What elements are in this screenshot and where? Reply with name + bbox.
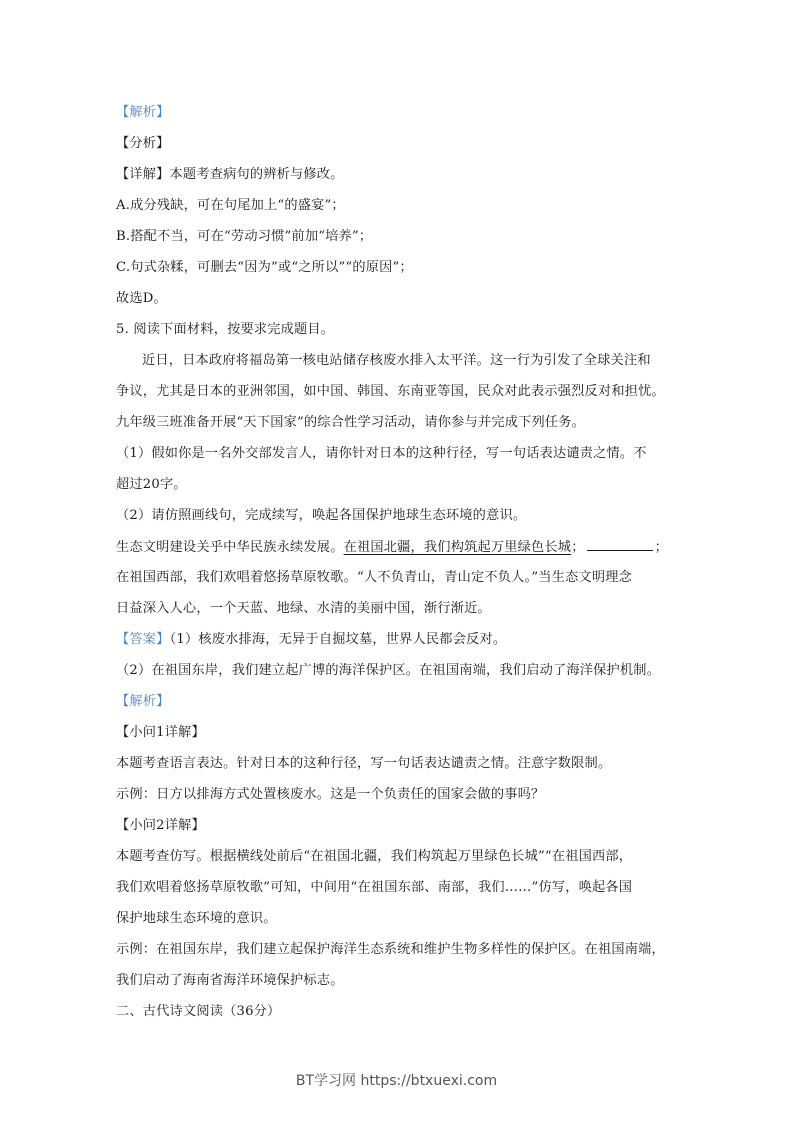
subquestion-2-label: 【小问2详解】	[116, 818, 205, 833]
section-label-analysis-2: 【解析】	[116, 694, 170, 709]
semicolon: ；	[654, 540, 668, 555]
answer-line-1	[116, 631, 506, 649]
section-heading-ancient-poetry: 二、古代诗文阅读（36分）	[116, 1004, 281, 1019]
subquestion-2-example-line-1: 示例：在祖国东岸，我们建立起保护海洋生态系统和维护生物多样性的保护区。在祖国南端，	[116, 942, 665, 957]
answer-line-2: （2）在祖国东岸，我们建立起广博的海洋保护区。在祖国南端，我们启动了海洋保护机制。	[116, 663, 661, 678]
subquestion-1-label: 【小问1详解】	[116, 725, 205, 740]
task-1-line-1: （1）假如你是一名外交部发言人，请你针对日本的这种行径，写一句话表达谴责之情。不	[116, 446, 647, 461]
material-paragraph-line-2: 争议，尤其是日本的亚洲邻国，如中国、韩国、东南亚等国，民众对此表示强烈反对和担忧。	[116, 384, 665, 399]
subquestion-2-detail-line-2: 我们欢唱着悠扬草原牧歌”可知，中间用“在祖国东部、南部，我们……”仿写，唤起各国	[116, 880, 633, 895]
passage-lead: 生态文明建设关乎中华民族永续发展。	[116, 540, 344, 555]
section-label-analysis: 【解析】	[116, 105, 170, 120]
subquestion-2-detail-line-1: 本题考查仿写。根据横线处前后“在祖国北疆，我们构筑起万里绿色长城”“在祖国西部，	[116, 849, 633, 864]
section-label-answer: 【答案】	[116, 632, 170, 647]
section-label-fenxi: 【分析】	[116, 136, 170, 151]
underlined-sentence: 在祖国北疆，我们构筑起万里绿色长城	[343, 540, 572, 555]
detail-intro: 【详解】本题考查病句的辨析与修改。	[116, 167, 344, 182]
task-2-passage-line-3: 日益深入人心，一个天蓝、地绿、水清的美丽中国，渐行渐近。	[116, 601, 491, 616]
task-1-line-2: 超过20字。	[116, 477, 187, 492]
semicolon: ；	[571, 540, 585, 555]
answer-1-text: （1）核废水排海，无异于自掘坟墓，世界人民都会反对。	[169, 632, 507, 647]
task-2-passage-line-2: 在祖国西部，我们欢唱着悠扬草原牧歌。“人不负青山，青山定不负人。”当生态文明理念	[116, 570, 633, 585]
option-a: A.成分残缺，可在句尾加上“的盛宴”；	[116, 198, 345, 213]
subquestion-1-detail: 本题考查语言表达。针对日本的这种行径，写一句话表达谴责之情。注意字数限制。	[116, 756, 612, 771]
material-paragraph-line-1: 近日，日本政府将福岛第一核电站储存核废水排入太平洋。这一行为引发了全球关注和	[142, 353, 651, 368]
subquestion-1-example: 示例：日方以排海方式处置核废水。这是一个负责任的国家会做的事吗？	[116, 787, 545, 802]
question-5-title: 5. 阅读下面材料，按要求完成题目。	[116, 322, 335, 337]
subquestion-2-detail-line-3: 保护地球生态环境的意识。	[116, 911, 277, 926]
task-2-prompt: （2）请仿照画线句，完成续写，唤起各国保护地球生态环境的意识。	[116, 508, 527, 523]
answer-choice: 故选D。	[116, 291, 167, 306]
material-paragraph-line-3: 九年级三班准备开展“天下国家”的综合性学习活动，请你参与并完成下列任务。	[116, 415, 586, 430]
subquestion-2-example-line-2: 我们启动了海南省海洋环境保护标志。	[116, 973, 344, 988]
fill-in-blank	[587, 538, 653, 551]
option-c: C.句式杂糅，可删去“因为”或“之所以”“的原因”；	[116, 260, 413, 275]
option-b: B.搭配不当，可在“劳动习惯”前加“培养”；	[116, 229, 373, 244]
footer-watermark: BT学习网 https://btxuexi.com	[295, 1073, 498, 1089]
task-2-passage-line-1	[116, 538, 668, 557]
